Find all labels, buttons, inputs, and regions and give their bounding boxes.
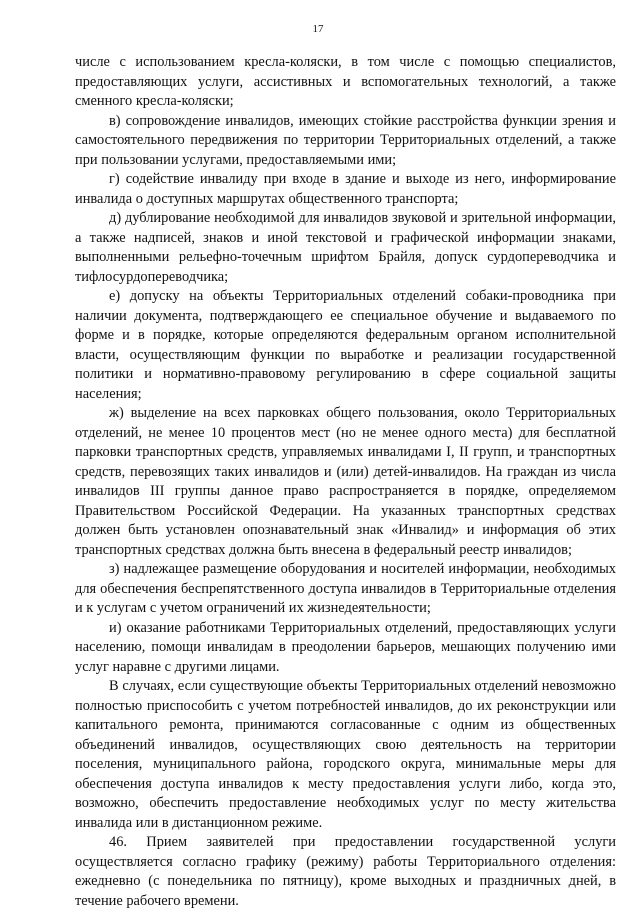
paragraph-special-cases: В случаях, если существующие объекты Территориальных отделений невозможно полностью приспособить с учетом потребностей инвалидов, до их реконструкции или капитального ремонта, принимаются согласованные с одним из общественных объединений инвалидов, осуществляющих свою деятельность на территории поселения, муниципального района, городского округа, минимальные меры для обеспечения доступа инвалидов к месту предоставления услуги либо, когда это, возможно, обеспечить предоставление необходимых услуг по месту жительства инвалида или в дистанционном режиме. xyxy=(75,678,616,831)
paragraph-item-v: в) сопровождение инвалидов, имеющих стойкие расстройства функции зрения и самостоятельного передвижения по территории Территориальных отделений, а также при пользовании услугами, предоставляемыми ими; xyxy=(75,112,616,168)
paragraph-item-zh: ж) выделение на всех парковках общего пользования, около Территориальных отделений, не менее 10 процентов мест (но не менее одного места) для бесплатной парковки транспортных средств, управляемых инвалидами I, II групп, и транспортных средств, перевозящих таких инвалидов и (или) детей-инвалидов. На граждан из числа инвалидов III группы данное право распространяется в порядке, определяемом Правительством Российской Федерации. На указанных транспортных средствах должен быть установлен опознавательный знак «Инвалид» и информация об этих транспортных средствах должна быть внесена в федеральный реестр инвалидов; xyxy=(75,405,616,558)
paragraph-46: 46. Прием заявителей при предоставлении государственной услуги осуществляется согласно графику (режиму) работы Территориального отделения: ежедневно (с понедельника по пятницу), кроме выходных и праздничных дней, в течение рабочего времени. xyxy=(75,834,616,909)
page-number: 17 xyxy=(312,23,324,35)
paragraph-item-d: д) дублирование необходимой для инвалидов звуковой и зрительной информации, а также надписей, знаков и иной текстовой и графической информации знаками, выполненными рельефно-точечным шрифтом Брайля, допуск сурдопереводчика и тифлосурдопереводчика; xyxy=(75,210,616,285)
paragraph-item-g: г) содействие инвалиду при входе в здание и выходе из него, информирование инвалида о доступных маршрутах общественного транспорта; xyxy=(75,171,616,207)
paragraph-item-z: з) надлежащее размещение оборудования и носителей информации, необходимых для обеспечения беспрепятственного доступа инвалидов в Территориальные отделения и к услугам с учетом ограничений их жизнедеятельности; xyxy=(75,561,616,616)
paragraph-item-i: и) оказание работниками Территориальных отделений, предоставляющих услуги населению, помощи инвалидам в преодолении барьеров, мешающих получению ими услуг наравне с другими лицами. xyxy=(75,619,616,675)
paragraph-continuation: числе с использованием кресла-коляски, в том числе с помощью специалистов, предоставляющих услуги, ассистивных и вспомогательных технологий, а также сменного кресла-коляски; xyxy=(75,54,616,109)
document-body xyxy=(75,53,616,911)
paragraph-item-e: е) допуску на объекты Территориальных отделений собаки-проводника при наличии документа, подтверждающего ее специальное обучение и выдаваемого по форме и в порядке, которые определяются федеральным органом исполнительной власти, осуществляющим функции по выработке и реализации государственной политики и нормативно-правовому регулированию в сфере социальной защиты населения; xyxy=(75,288,616,402)
